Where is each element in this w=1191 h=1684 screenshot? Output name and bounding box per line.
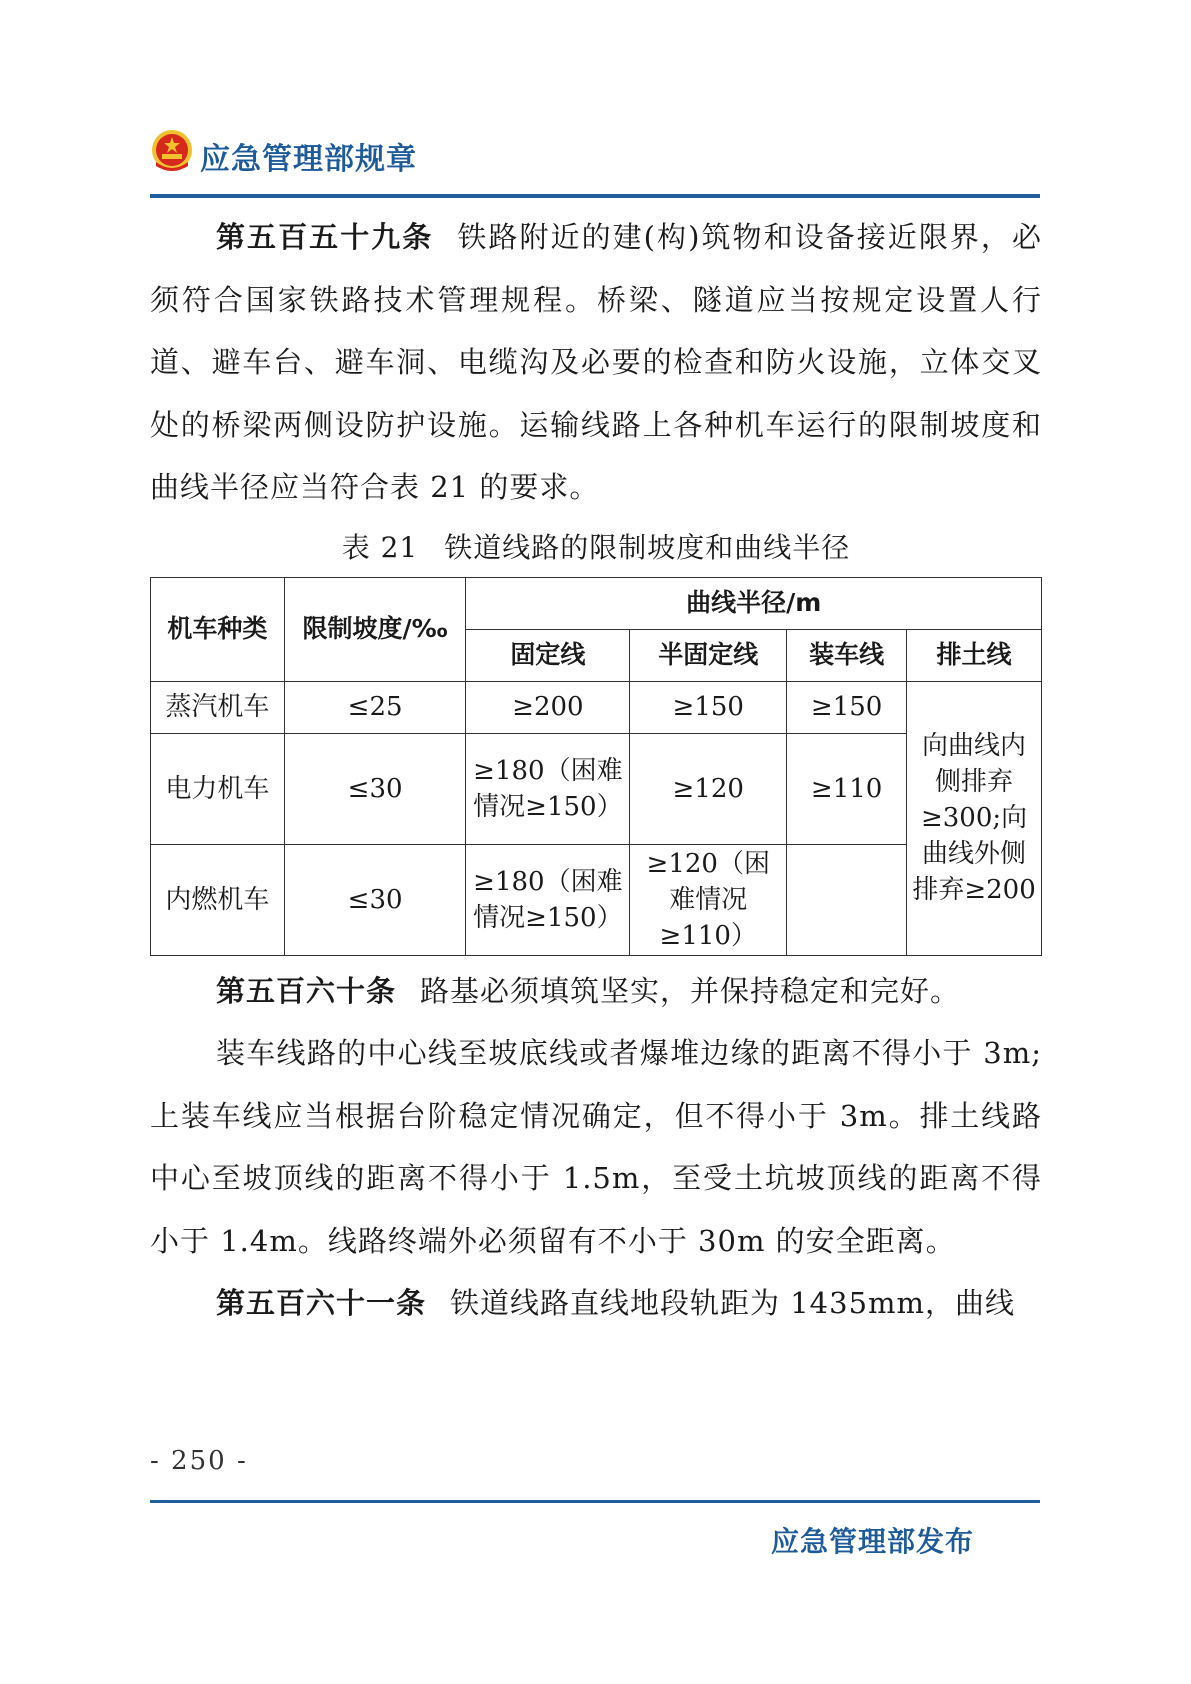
col-header-loco: 机车种类 bbox=[151, 577, 285, 681]
subcol-dump: 排土线 bbox=[907, 629, 1042, 681]
article-number: 第五百六十一条 bbox=[216, 1286, 427, 1320]
cell-grade: ≤30 bbox=[284, 844, 466, 955]
cell-fixed: ≥200 bbox=[466, 681, 630, 733]
cell-grade: ≤30 bbox=[284, 733, 466, 844]
article-559 bbox=[150, 206, 1042, 519]
header-title: 应急管理部规章 bbox=[200, 142, 417, 177]
article-text: 铁道线路直线地段轨距为 1435mm，曲线 bbox=[450, 1286, 1016, 1320]
subcol-semi: 半固定线 bbox=[630, 629, 787, 681]
table-header-row bbox=[151, 577, 1042, 629]
col-header-radius: 曲线半径/m bbox=[466, 577, 1042, 629]
cell-loco: 内燃机车 bbox=[151, 844, 285, 955]
cell-loading: ≥110 bbox=[787, 733, 907, 844]
col-header-grade: 限制坡度/‰ bbox=[284, 577, 466, 681]
footer-publisher: 应急管理部发布 bbox=[771, 1525, 975, 1558]
table-row bbox=[151, 681, 1042, 733]
document-body bbox=[150, 206, 1042, 1335]
cell-semi: ≥150 bbox=[630, 681, 787, 733]
article-text: 路基必须填筑坚实，并保持稳定和完好。 bbox=[420, 973, 961, 1008]
gradient-radius-table bbox=[150, 577, 1042, 956]
cell-loading bbox=[787, 844, 907, 955]
cell-semi: ≥120 bbox=[630, 733, 787, 844]
article-561 bbox=[150, 1272, 1042, 1335]
footer-rule bbox=[150, 1500, 1040, 1503]
article-number: 第五百五十九条 bbox=[216, 220, 434, 254]
page-header bbox=[150, 128, 1040, 198]
article-560 bbox=[150, 960, 1042, 1023]
cell-loco: 电力机车 bbox=[151, 733, 285, 844]
cell-dump-note: 向曲线内侧排弃≥300;向曲线外侧排弃≥200 bbox=[907, 681, 1042, 955]
table-caption-title: 铁道线路的限制坡度和曲线半径 bbox=[444, 530, 851, 564]
paragraph-loading-line: 装车线路的中心线至坡底线或者爆堆边缘的距离不得小于 3m; 上装车线应当根据台阶稳定情况确定，但不得小于 3m。排土线路中心至坡顶线的距离不得小于 1.5m，至受土坑坡顶线的距离不得小于 1.4m。线路终端外必须留有不小于 30m 的安全距离。 bbox=[150, 1036, 1042, 1258]
article-number: 第五百六十条 bbox=[216, 973, 397, 1008]
cell-semi: ≥120（困难情况≥110） bbox=[630, 844, 787, 955]
header-rule bbox=[150, 194, 1040, 198]
table-caption-number: 表 21 bbox=[341, 530, 419, 564]
cell-fixed: ≥180（困难情况≥150） bbox=[466, 844, 630, 955]
cell-loading: ≥150 bbox=[787, 681, 907, 733]
page-number: - 250 - bbox=[150, 1446, 248, 1476]
subcol-fixed: 固定线 bbox=[466, 629, 630, 681]
subcol-loading: 装车线 bbox=[787, 629, 907, 681]
national-emblem-icon bbox=[150, 128, 194, 176]
article-text: 铁路附近的建(构)筑物和设备接近限界，必须符合国家铁路技术管理规程。桥梁、隧道应当按规定设置人行道、避车台、避车洞、电缆沟及必要的检查和防火设施，立体交叉处的桥梁两侧设防护设施。运输线路上各种机车运行的限制坡度和曲线半径应当符合表 21 的要求。 bbox=[150, 220, 1042, 504]
cell-loco: 蒸汽机车 bbox=[151, 681, 285, 733]
cell-fixed: ≥180（困难情况≥150） bbox=[466, 733, 630, 844]
cell-grade: ≤25 bbox=[284, 681, 466, 733]
table-caption bbox=[150, 519, 1042, 577]
